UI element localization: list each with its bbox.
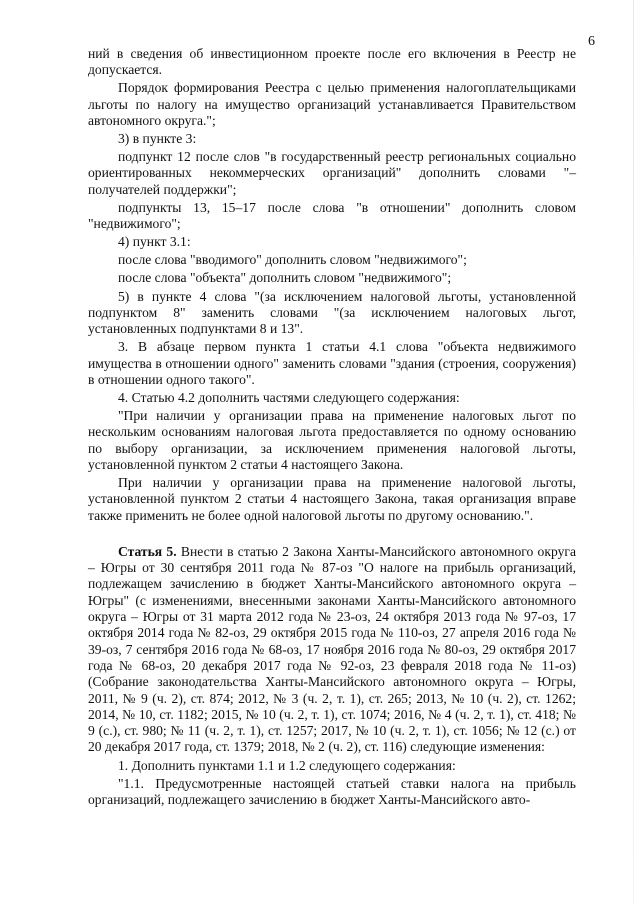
paragraph: после слова "объекта" дополнить словом "недвижимого"; — [118, 270, 452, 286]
paragraph: 3. В абзаце первом пункта 1 статьи 4.1 слова "объекта недвижимого имущества в отношении одного" заменить словами "здания (строения, сооружения) в отношении одного такого". — [88, 339, 576, 387]
paragraph: 4) пункт 3.1: — [118, 234, 191, 250]
paragraph: "1.1. Предусмотренные настоящей статьей ставки налога на прибыль организаций, подлежащего зачислению в бюджет Ханты-Мансийского авто- — [88, 775, 576, 807]
paragraph: подпункт 12 после слов "в государственный реестр региональных социально ориентированных некоммерческих организаций" дополнить словами "– получателей поддержки"; — [88, 149, 576, 197]
paragraph: подпункты 13, 15–17 после слова "в отношении" дополнить словом "недвижимого"; — [88, 199, 576, 232]
document-body — [88, 46, 576, 810]
page-number: 6 — [588, 34, 595, 49]
paragraph: ний в сведения об инвестиционном проекте после его включения в Реестр не допускается. — [88, 46, 576, 78]
article-text: Внести в статью 2 Закона Ханты-Мансийского автономного округа – Югры от 30 сентября 2011 года № 87-оз "О налоге на прибыль организаций, подлежащем зачислению в бюджет Ханты-Мансийского автономного округа – Югры" (с изменениями, внесенными законами Ханты-Мансийского автономного округа – Югры от 31 марта 2012 года № 23-оз, 24 октября 2013 года № 97-оз, 17 октября 2014 года № 82-оз, 29 октября 2015 года № 110-оз, 27 апреля 2016 года № 39-оз, 7 сентября 2016 года № 68-оз, 17 ноября 2016 года № 80-оз, 29 октября 2017 года № 68-оз, 20 декабря 2017 года № 92-оз, 23 февраля 2018 года № 11-оз) (Собрание законодательства Ханты-Мансийского автономного округа – Югры, 2011, № 9 (ч. 2), ст. 874; 2012, № 3 (ч. 2, т. 1), ст. 265; 2013, № 10 (ч. 2), ст. 1262; 2014, № 10, ст. 1182; 2015, № 10 (ч. 2, т. 1), ст. 1074; 2016, № 4 (ч. 2, т. 1), ст. 418; № 9 (с.), ст. 980; № 11 (ч. 2, т. 1), ст. 1257; 2017, № 10 (ч. 2, т. 1), ст. 1056; № 12 (с.) от 20 декабря 2017 года, ст. 1379; 2018, № 2 (ч. 2), ст. 116) следующие изменения: — [88, 543, 576, 755]
article-paragraph — [88, 544, 576, 756]
paragraph: после слова "вводимого" дополнить словом "недвижимого"; — [118, 252, 467, 268]
scan-edge — [633, 0, 634, 905]
paragraph: При наличии у организации права на применение налоговой льготы, установленной пунктом 2 статьи 4 настоящего Закона, такая организация вправе также применить не более одной налоговой льготы по другому основанию.". — [88, 474, 576, 523]
paragraph: 4. Статью 4.2 дополнить частями следующего содержания: — [118, 389, 460, 405]
paragraph: 3) в пункте 3: — [118, 131, 197, 147]
paragraph: "При наличии у организации права на применение налоговых льгот по нескольким основаниям налоговая льгота предоставляется по одному основанию по выбору организации, за исключением применения налоговой льготы, установленной пунктом 2 статьи 4 настоящего Закона. — [88, 408, 576, 472]
paragraph: Порядок формирования Реестра с целью применения налогоплательщиками льготы по налогу на имущество организаций устанавливается Правительством автономного округа."; — [88, 80, 576, 128]
paragraph: 5) в пункте 4 слова "(за исключением налоговой льготы, установленной подпунктом 8" заменить словами "(за исключением налоговых льгот, установленных подпунктами 8 и 13". — [88, 288, 576, 337]
article-heading: Статья 5. — [118, 543, 177, 559]
paragraph: 1. Дополнить пунктами 1.1 и 1.2 следующего содержания: — [118, 757, 456, 773]
